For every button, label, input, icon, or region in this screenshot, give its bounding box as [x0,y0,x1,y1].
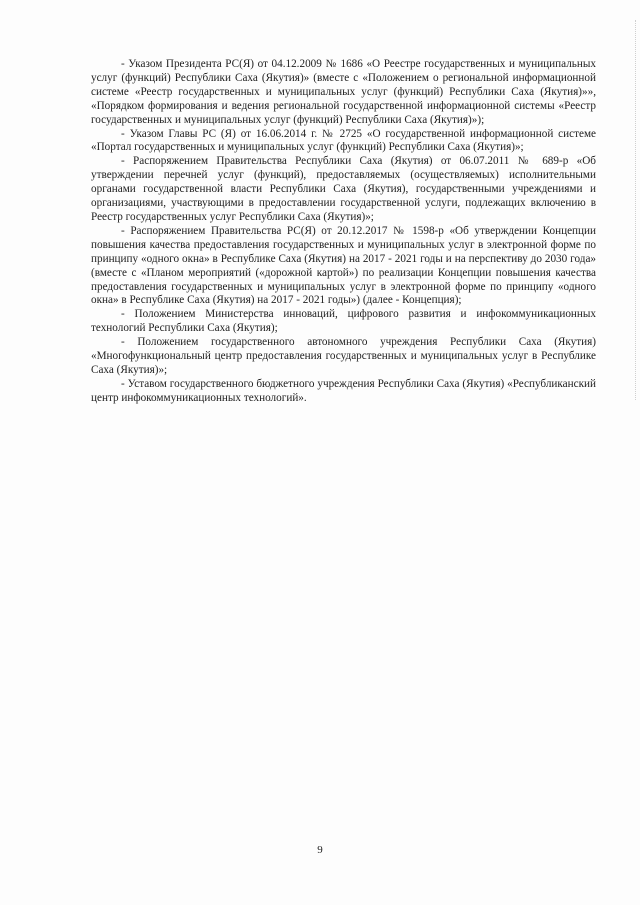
paragraph-regulation-mfc: - Положением государственного автономного учреждения Республики Саха (Якутия) «Многофункциональный центр предоставления государственных и муниципальных услуг в Республике Саха (Якутия)»; [91,336,596,376]
page-number: 9 [317,844,323,856]
paragraph-order-government-1598: - Распоряжением Правительства РС(Я) от 20.12.2017 № 1598-р «Об утверждении Концепции повышения качества предоставления государственных и муниципальных услуг в электронной форме по принципу «одного окна» в Республике Саха (Якутия) на 2017 - 2021 годы и на перспективу до 2030 года» (вместе с «Планом мероприятий («дорожной картой») по реализации Концепции повышения качества предоставления государственных и муниципальных услуг в электронной форме по принципу «одного окна» в Республике Саха (Якутия) на 2017 - 2021 годы») (далее - Концепция); [91,224,596,307]
paragraph-decree-president-1686: - Указом Президента РС(Я) от 04.12.2009 № 1686 «О Реестре государственных и муниципальных услуг (функций) Республики Саха (Якутия)» (вместе с «Положением о региональной информационной системе «Реестр государственных и муниципальных услуг (функций) Республики Саха (Якутия)»», «Порядком формирования и ведения региональной государственной информационной системы «Реестр государственных и муниципальных услуг (функций) Республики Саха (Якутия)»); [91,58,596,126]
paragraph-charter-rcit: - Уставом государственного бюджетного учреждения Республики Саха (Якутия) «Республиканский центр инфокоммуникационных технологий». [91,377,596,404]
paragraph-regulation-ministry: - Положением Министерства инноваций, цифрового развития и инфокоммуникационных технологий Республики Саха (Якутия); [91,308,596,335]
scan-edge-artifact [633,20,636,400]
paragraph-order-government-689: - Распоряжением Правительства Республики Саха (Якутия) от 06.07.2011 № 689-р «Об утверждении перечней услуг (функций), предоставляемых (осуществляемых) исполнительными органами государственной власти Республики Саха (Якутия), государственными учреждениями и организациями, участвующими в предоставлении государственной услуги, подлежащих включению в Реестр государственных услуг Республики Саха (Якутия)»; [91,155,596,223]
document-body [91,58,596,406]
paragraph-decree-head-2725: - Указом Главы РС (Я) от 16.06.2014 г. № 2725 «О государственной информационной системе «Портал государственных и муниципальных услуг (функций) Республики Саха (Якутия)»; [91,127,596,154]
